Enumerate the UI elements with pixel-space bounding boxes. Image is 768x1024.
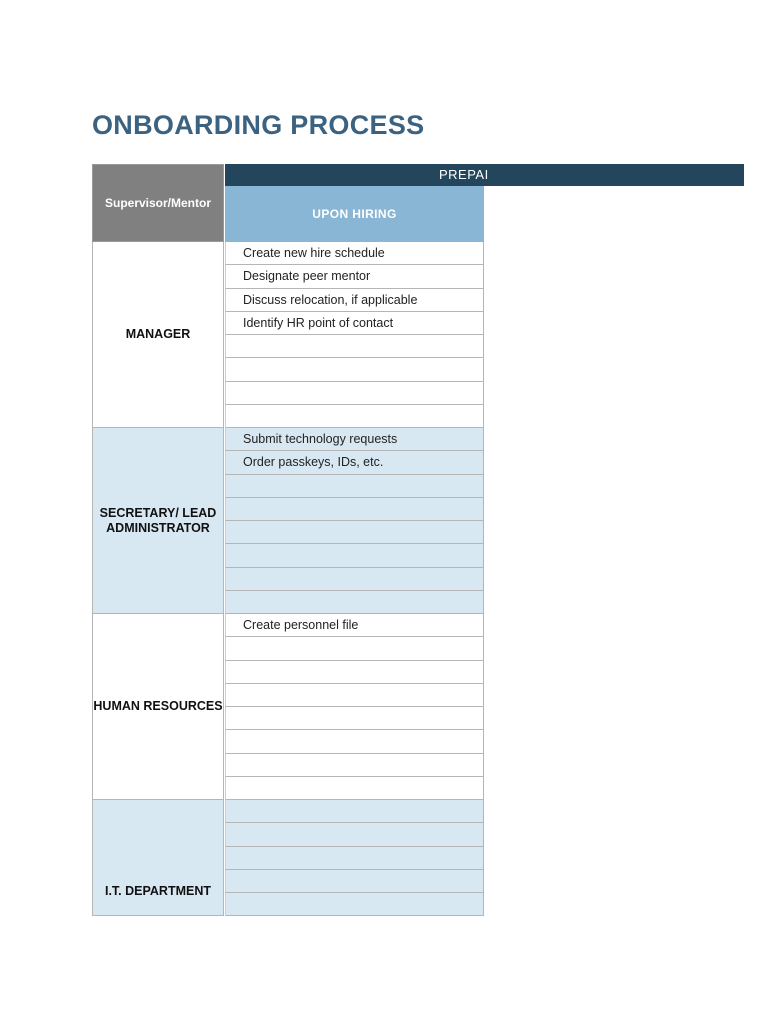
task-cell[interactable]: Create new hire schedule (225, 242, 484, 265)
upon-hiring-header (225, 186, 484, 242)
task-cell[interactable] (225, 382, 484, 405)
role-group-human-resources (92, 614, 484, 800)
task-cell[interactable] (225, 661, 484, 684)
task-cell[interactable]: Identify HR point of contact (225, 312, 484, 335)
supervisor-mentor-label: Supervisor/Mentor (104, 196, 212, 210)
task-cell[interactable] (225, 870, 484, 893)
role-group-it-department (92, 800, 484, 916)
task-list (225, 614, 484, 800)
task-cell[interactable] (225, 498, 484, 521)
task-cell[interactable] (225, 707, 484, 730)
role-group-secretary (92, 428, 484, 614)
task-list (225, 242, 484, 428)
task-cell[interactable] (225, 475, 484, 498)
task-cell[interactable]: Submit technology requests (225, 428, 484, 451)
role-label: I.T. DEPARTMENT (104, 884, 212, 898)
task-cell[interactable] (225, 847, 484, 870)
upon-hiring-label: UPON HIRING (312, 207, 397, 221)
role-cell (92, 800, 224, 916)
task-cell[interactable] (225, 405, 484, 428)
task-cell[interactable] (225, 893, 484, 916)
task-list (225, 800, 484, 916)
task-cell[interactable] (225, 823, 484, 846)
task-cell[interactable] (225, 335, 484, 358)
page-title: ONBOARDING PROCESS (92, 110, 425, 140)
phase-label: PREPAI (439, 167, 489, 182)
role-label: MANAGER (125, 327, 191, 341)
task-cell[interactable] (225, 521, 484, 544)
task-cell[interactable] (225, 754, 484, 777)
task-cell[interactable]: Designate peer mentor (225, 265, 484, 288)
supervisor-mentor-header (92, 164, 224, 242)
task-cell[interactable] (225, 777, 484, 800)
phase-header-bar (225, 164, 744, 186)
role-label: HUMAN RESOURCES (93, 699, 223, 713)
task-cell[interactable] (225, 358, 484, 381)
role-cell (92, 428, 224, 614)
task-cell[interactable] (225, 684, 484, 707)
task-cell[interactable] (225, 800, 484, 823)
task-cell[interactable] (225, 591, 484, 614)
task-cell[interactable]: Create personnel file (225, 614, 484, 637)
role-cell (92, 614, 224, 800)
task-cell[interactable] (225, 730, 484, 753)
task-cell[interactable] (225, 544, 484, 567)
role-cell (92, 242, 224, 428)
task-cell[interactable]: Discuss relocation, if applicable (225, 289, 484, 312)
task-cell[interactable] (225, 568, 484, 591)
task-cell[interactable]: Order passkeys, IDs, etc. (225, 451, 484, 474)
task-list (225, 428, 484, 614)
role-label: SECRETARY/ LEAD ADMINISTRATOR (99, 505, 217, 535)
role-group-manager (92, 242, 484, 428)
task-cell[interactable] (225, 637, 484, 660)
